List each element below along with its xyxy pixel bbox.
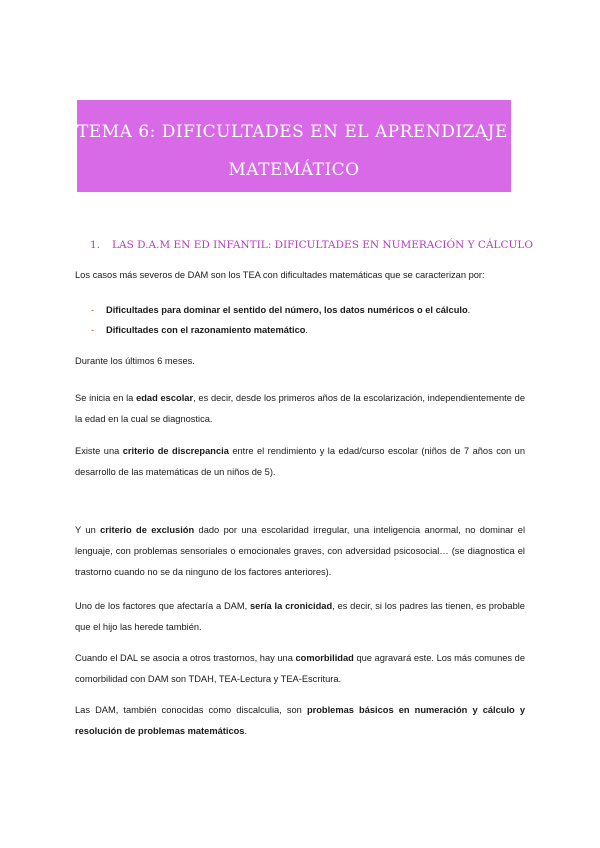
paragraph-exclusion: Y un criterio de exclusión dado por una escolaridad irregular, una inteligencia anormal, no dominar el lenguaje, con problemas sensoriales o emocionales graves, con adversidad psicosocial… (se diagnostica el trastorno cuando no se da ninguno de los factores anteriores). (75, 525, 526, 577)
list-item: - Dificultades con el razonamiento matemático. (91, 325, 309, 335)
section-title: LAS D.A.M EN ED INFANTIL: DIFICULTADES EN NUMERACIÓN Y CÁLCULO (112, 239, 533, 251)
bullet-dash-icon: - (91, 305, 95, 315)
page-title-line2: MATEMÁTICO (228, 160, 360, 180)
duration-paragraph: Durante los últimos 6 meses. (75, 356, 195, 366)
section-number: 1. (90, 239, 101, 251)
paragraph-onset: Se inicia en la edad escolar, es decir, desde los primeros años de la escolarización, independientemente de la edad en la cual se diagnostica. (75, 393, 525, 424)
list-item: - Dificultades para dominar el sentido del número, los datos numéricos o el cálculo. (91, 305, 471, 315)
paragraph-chronicity: Uno de los factores que afectaría a DAM, sería la cronicidad, es decir, si los padres las tienen, es probable que el hijo las herede también. (75, 601, 525, 632)
paragraph-dyscalculia: Las DAM, también conocidas como discalculia, son problemas básicos en numeración y cálculo y resolución de problemas matemáticos. (75, 705, 525, 736)
title-banner (77, 100, 590, 192)
intro-paragraph: Los casos más severos de DAM son los TEA con dificultades matemáticas que se caracterizan por: (75, 270, 485, 280)
paragraph-discrepancy: Existe una criterio de discrepancia entre el rendimiento y la edad/curso escolar (niños de 7 años con un desarrollo de las matemáticas de un niños de 5). (75, 446, 525, 477)
page-title-line1: TEMA 6: DIFICULTADES EN EL APRENDIZAJE LÓGICO (77, 122, 590, 142)
bullet-text: Dificultades para dominar el sentido del número, los datos numéricos o el cálculo (106, 305, 468, 315)
bullet-text: Dificultades con el razonamiento matemático (106, 325, 306, 335)
bullet-dash-icon: - (91, 325, 95, 335)
paragraph-comorbidity: Cuando el DAL se asocia a otros trastornos, hay una comorbilidad que agravará este. Los más comunes de comorbilidad con DAM son TDAH, TEA-Lectura y TEA-Escritura. (75, 653, 525, 684)
section-heading (90, 239, 533, 251)
